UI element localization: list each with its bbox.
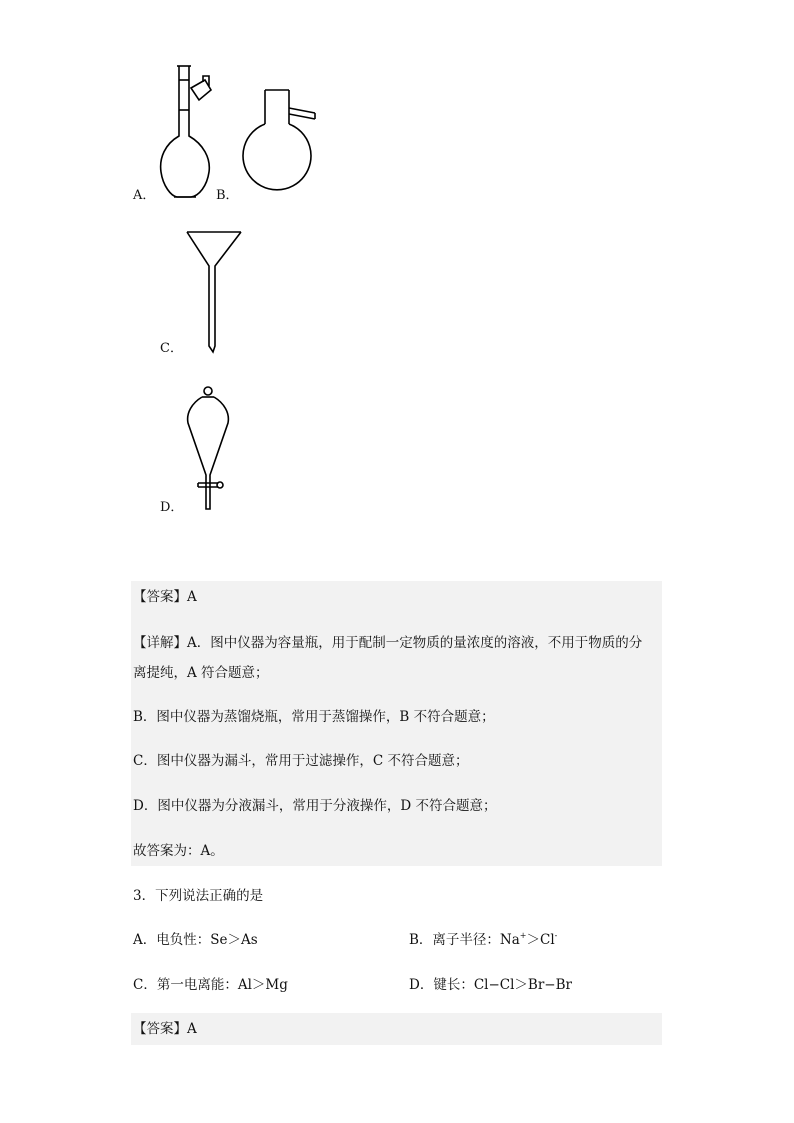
detail-option-c: C．图中仪器为漏斗，常用于过滤操作，C 不符合题意； — [133, 753, 469, 769]
question-3-option-b: B．离子半径：Na+＞Cl- — [409, 930, 558, 948]
question-3-option-d: D．键长：Cl−Cl＞Br−Br — [409, 977, 572, 993]
volumetric-flask-icon — [155, 62, 235, 202]
option-b-label: B． — [216, 188, 239, 203]
answer-label: 【答案】A — [133, 589, 197, 605]
funnel-icon — [185, 230, 245, 355]
question-3-option-c: C．第一电离能：Al＞Mg — [133, 977, 288, 993]
question-3-stem: 3．下列说法正确的是 — [133, 888, 264, 904]
distilling-flask-icon — [241, 88, 321, 198]
conclusion: 故答案为：A。 — [133, 843, 224, 859]
answer-2-background — [131, 1013, 662, 1045]
option-c-label: C． — [160, 341, 183, 356]
answer-2-label: 【答案】A — [133, 1021, 197, 1037]
question-3-option-a: A．电负性：Se＞As — [133, 932, 258, 948]
detail-option-d: D．图中仪器为分液漏斗，常用于分液操作，D 不符合题意； — [133, 798, 497, 814]
separatory-funnel-icon — [182, 385, 242, 513]
detail-option-b: B．图中仪器为蒸馏烧瓶，常用于蒸馏操作，B 不符合题意； — [133, 709, 495, 725]
option-a-label: A． — [133, 188, 156, 203]
option-d-label: D． — [160, 500, 184, 515]
detail-line-1: 【详解】A．图中仪器为容量瓶，用于配制一定物质的量浓度的溶液，不用于物质的分 — [133, 635, 643, 651]
detail-line-2: 离提纯，A 符合题意； — [133, 665, 269, 681]
